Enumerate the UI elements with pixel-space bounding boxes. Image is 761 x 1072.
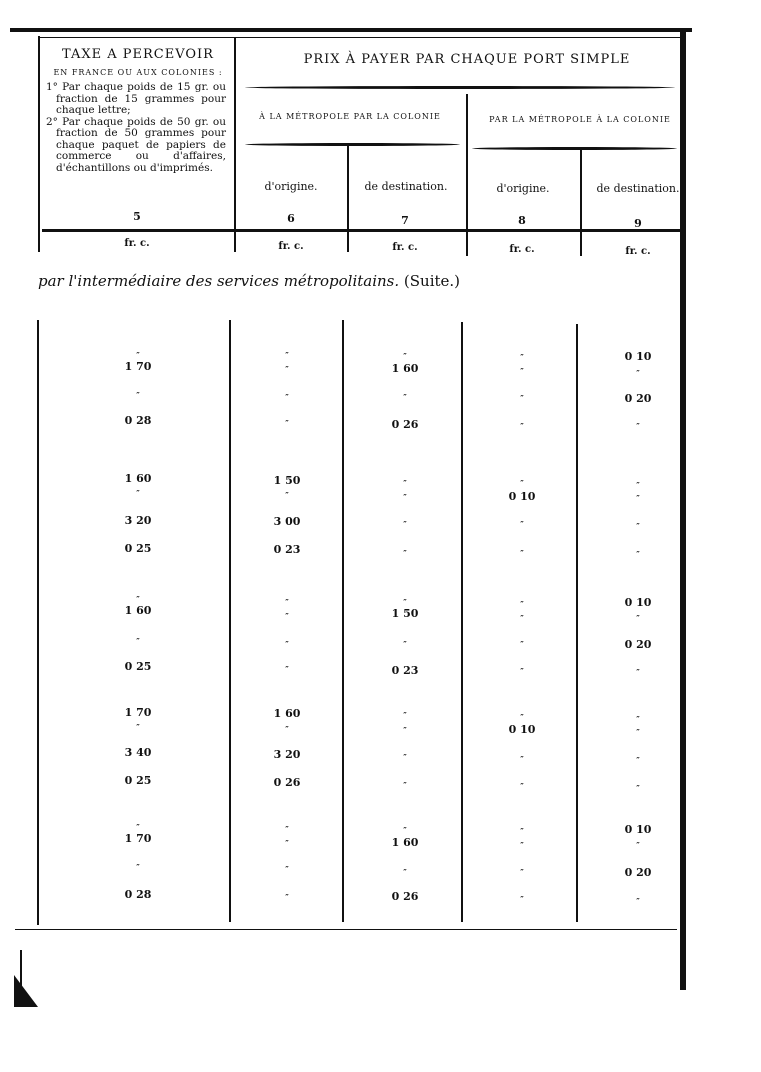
ditto-mark: ″ xyxy=(403,780,407,790)
table-cell-value: 1 60 xyxy=(391,836,419,849)
col-number-8: 8 xyxy=(518,214,526,227)
header-divider-5 xyxy=(234,38,236,252)
corner-mark xyxy=(14,975,38,1007)
table-cell-value: 0 10 xyxy=(624,350,652,363)
ditto-mark: ″ xyxy=(520,867,524,877)
col7-heading: de destination. xyxy=(364,180,448,193)
ditto-mark: ″ xyxy=(403,478,407,488)
col5-item-1: 1° Par chaque poids de 15 gr. ou fraction de 15 grammes pour chaque lettre; xyxy=(46,81,226,116)
ditto-mark: ″ xyxy=(285,597,289,607)
ditto-mark: ″ xyxy=(520,393,524,403)
col-number-9: 9 xyxy=(634,217,642,230)
ditto-mark: ″ xyxy=(636,755,640,765)
ditto-mark: ″ xyxy=(403,710,407,720)
ditto-mark: ″ xyxy=(285,611,289,621)
ditto-mark: ″ xyxy=(403,351,407,361)
unit-5: fr. c. xyxy=(124,238,150,249)
table-cell-value: 1 50 xyxy=(391,607,419,620)
caption-italic: par l'intermédiaire des services métropolitains. xyxy=(38,272,400,290)
col-number-6: 6 xyxy=(287,212,295,225)
table-cell-value: 0 20 xyxy=(624,638,652,651)
table-cell-value: 1 70 xyxy=(124,360,152,373)
ditto-mark: ″ xyxy=(520,840,524,850)
ditto-mark: ″ xyxy=(136,594,140,604)
ditto-mark: ″ xyxy=(403,752,407,762)
ditto-mark: ″ xyxy=(636,368,640,378)
unit-8: fr. c. xyxy=(509,244,535,255)
ditto-mark: ″ xyxy=(520,613,524,623)
col5-description xyxy=(46,82,226,174)
ditto-mark: ″ xyxy=(403,597,407,607)
ditto-mark: ″ xyxy=(636,727,640,737)
ditto-mark: ″ xyxy=(520,712,524,722)
col5-subtitle: EN FRANCE OU AUX COLONIES : xyxy=(53,68,223,77)
left-border-header xyxy=(38,36,40,252)
ditto-mark: ″ xyxy=(403,548,407,558)
table-cell-value: 0 20 xyxy=(624,392,652,405)
col9-heading: de destination. xyxy=(596,182,680,195)
ditto-mark: ″ xyxy=(136,390,140,400)
table-cell-value: 1 60 xyxy=(124,472,152,485)
ditto-mark: ″ xyxy=(285,350,289,360)
col-number-5: 5 xyxy=(133,210,141,223)
ditto-mark: ″ xyxy=(520,754,524,764)
table-cell-value: 1 60 xyxy=(273,707,301,720)
ditto-mark: ″ xyxy=(136,722,140,732)
ditto-mark: ″ xyxy=(403,867,407,877)
ditto-mark: ″ xyxy=(520,599,524,609)
body-divider-6 xyxy=(342,320,344,922)
caption-suite: (Suite.) xyxy=(399,272,461,290)
unit-7: fr. c. xyxy=(392,242,418,253)
ditto-mark: ″ xyxy=(403,492,407,502)
ditto-mark: ″ xyxy=(520,352,524,362)
table-cell-value: 1 70 xyxy=(124,706,152,719)
ditto-mark: ″ xyxy=(520,826,524,836)
group-heading-2: PAR LA MÉTROPOLE À LA COLONIE xyxy=(489,115,671,124)
table-cell-value: 0 10 xyxy=(624,823,652,836)
ditto-mark: ″ xyxy=(636,521,640,531)
top-rule xyxy=(10,28,692,32)
brace-group1 xyxy=(245,143,460,146)
number-rule xyxy=(42,229,682,232)
ditto-mark: ″ xyxy=(403,639,407,649)
table-cell-value: 1 60 xyxy=(391,362,419,375)
ditto-mark: ″ xyxy=(520,421,524,431)
body-divider-8 xyxy=(576,324,578,922)
ditto-mark: ″ xyxy=(636,549,640,559)
header-divider-8 xyxy=(580,150,582,256)
group-heading-1: À LA MÉTROPOLE PAR LA COLONIE xyxy=(259,112,441,121)
bottom-rule xyxy=(15,929,677,930)
ditto-mark: ″ xyxy=(636,783,640,793)
ditto-mark: ″ xyxy=(403,825,407,835)
section-caption xyxy=(38,272,460,290)
table-cell-value: 0 28 xyxy=(124,414,152,427)
col-number-7: 7 xyxy=(401,214,409,227)
table-cell-value: 0 10 xyxy=(508,723,536,736)
ditto-mark: ″ xyxy=(520,478,524,488)
ditto-mark: ″ xyxy=(285,392,289,402)
ditto-mark: ″ xyxy=(136,862,140,872)
ditto-mark: ″ xyxy=(285,724,289,734)
ditto-mark: ″ xyxy=(636,613,640,623)
ditto-mark: ″ xyxy=(403,392,407,402)
right-border xyxy=(680,30,686,990)
table-cell-value: 3 40 xyxy=(124,746,152,759)
ditto-mark: ″ xyxy=(520,519,524,529)
col5-title: TAXE A PERCEVOIR xyxy=(62,47,214,62)
ditto-mark: ″ xyxy=(136,822,140,832)
table-cell-value: 0 10 xyxy=(508,490,536,503)
col8-heading: d'origine. xyxy=(496,182,550,195)
ditto-mark: ″ xyxy=(285,490,289,500)
ditto-mark: ″ xyxy=(520,666,524,676)
ditto-mark: ″ xyxy=(403,725,407,735)
table-cell-value: 3 00 xyxy=(273,515,301,528)
body-left-border xyxy=(37,320,39,925)
table-cell-value: 0 26 xyxy=(391,890,419,903)
ditto-mark: ″ xyxy=(636,480,640,490)
table-cell-value: 0 28 xyxy=(124,888,152,901)
ditto-mark: ″ xyxy=(285,418,289,428)
ditto-mark: ″ xyxy=(636,421,640,431)
ditto-mark: ″ xyxy=(520,366,524,376)
table-cell-value: 0 26 xyxy=(391,418,419,431)
ditto-mark: ″ xyxy=(285,639,289,649)
unit-9: fr. c. xyxy=(625,246,651,257)
table-cell-value: 1 50 xyxy=(273,474,301,487)
ditto-mark: ″ xyxy=(136,636,140,646)
main-title: PRIX À PAYER PAR CHAQUE PORT SIMPLE xyxy=(303,52,631,67)
ditto-mark: ″ xyxy=(636,714,640,724)
ditto-mark: ″ xyxy=(285,864,289,874)
ditto-mark: ″ xyxy=(520,548,524,558)
table-cell-value: 0 25 xyxy=(124,774,152,787)
brace-group2 xyxy=(472,147,677,150)
ditto-mark: ″ xyxy=(520,894,524,904)
ditto-mark: ″ xyxy=(520,781,524,791)
table-cell-value: 0 20 xyxy=(624,866,652,879)
col5-item-2: 2° Par chaque poids de 50 gr. ou fraction de 50 grammes pour chaque paquet de papiers de commerce ou d'affaires, d'échantillons ou d'imprimés. xyxy=(46,115,226,174)
header-divider-6 xyxy=(347,146,349,252)
ditto-mark: ″ xyxy=(285,824,289,834)
ditto-mark: ″ xyxy=(285,364,289,374)
ditto-mark: ″ xyxy=(403,519,407,529)
table-cell-value: 0 23 xyxy=(273,543,301,556)
ditto-mark: ″ xyxy=(285,838,289,848)
body-divider-7 xyxy=(461,322,463,922)
table-cell-value: 0 25 xyxy=(124,542,152,555)
table-cell-value: 0 25 xyxy=(124,660,152,673)
ditto-mark: ″ xyxy=(285,892,289,902)
ditto-mark: ″ xyxy=(520,639,524,649)
inner-top-rule xyxy=(38,37,684,38)
ditto-mark: ″ xyxy=(636,840,640,850)
table-cell-value: 3 20 xyxy=(273,748,301,761)
brace-main xyxy=(245,86,675,89)
table-cell-value: 0 23 xyxy=(391,664,419,677)
table-cell-value: 1 60 xyxy=(124,604,152,617)
ditto-mark: ″ xyxy=(636,493,640,503)
body-divider-5 xyxy=(229,320,231,922)
table-cell-value: 1 70 xyxy=(124,832,152,845)
table-cell-value: 3 20 xyxy=(124,514,152,527)
table-cell-value: 0 10 xyxy=(624,596,652,609)
ditto-mark: ″ xyxy=(636,896,640,906)
ditto-mark: ″ xyxy=(136,488,140,498)
ditto-mark: ″ xyxy=(636,667,640,677)
ditto-mark: ″ xyxy=(285,664,289,674)
unit-6: fr. c. xyxy=(278,241,304,252)
ditto-mark: ″ xyxy=(136,350,140,360)
table-cell-value: 0 26 xyxy=(273,776,301,789)
col6-heading: d'origine. xyxy=(264,180,318,193)
